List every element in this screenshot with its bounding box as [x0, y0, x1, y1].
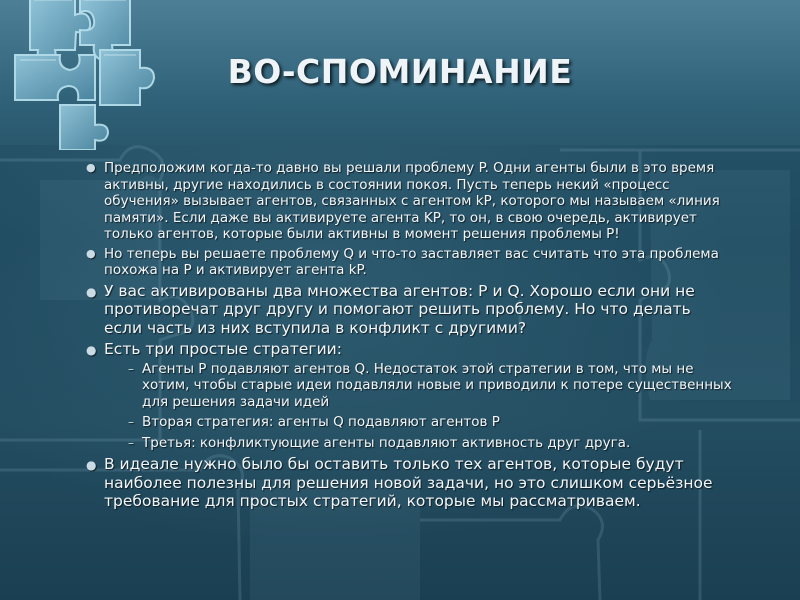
bullet-text: В идеале нужно было бы оставить только тех агентов, которые будут наиболее полезны для решения новой задачи, но это слишком серьёзное требование для простых стратегий, которые мы рассматриваем.: [104, 455, 713, 510]
strategy-list: [104, 361, 732, 452]
strategy-item: [126, 361, 732, 411]
strategy-text: Агенты P подавляют агентов Q. Недостаток этой стратегии в том, что мы не хотим, чтобы старые идеи подавляли новые и приводили к потере существенных для решения задачи идей: [142, 360, 732, 410]
strategy-text: Вторая стратегия: агенты Q подавляют агентов P: [142, 414, 500, 430]
slide-title: ВО-СПОМИНАНИЕ: [227, 52, 573, 91]
bullet-text: У вас активированы два множества агентов: P и Q. Хорошо если они не противоречат друг другу и помогают решить проблему. Но что делать если часть из них вступила в конфликт с другими?: [104, 281, 695, 337]
strategy-text: Третья: конфликтующие агенты подавляют активность друг друга.: [142, 434, 631, 451]
bullet-dot-icon: ●: [86, 246, 96, 260]
bullet-text: Предположим когда-то давно вы решали проблему P. Одни агенты были в это время активны, другие находились в состоянии покоя. Пусть теперь некий «процесс обучения» вызывает агентов, связанных с агентом kP, которого мы называем «линия памяти». Если даже вы активируете агента KP, то он, в свою очередь, активирует только агентов, которые были активны в момент решения проблемы P!: [104, 160, 720, 242]
bullet-item: [82, 282, 732, 338]
bullet-item: [82, 246, 732, 279]
bullet-dot-icon: ●: [86, 343, 97, 357]
bullet-dot-icon: ●: [86, 161, 96, 174]
dash-icon: –: [128, 435, 134, 450]
slide-body: [82, 160, 732, 514]
strategy-item: [126, 435, 732, 452]
bullet-item: [82, 340, 732, 451]
bullet-item: [82, 160, 732, 243]
bullet-text: Есть три простые стратегии:: [104, 340, 342, 358]
bullet-list: [82, 160, 732, 511]
strategy-item: [126, 414, 732, 431]
bullet-dot-icon: ●: [86, 458, 97, 472]
dash-icon: –: [128, 415, 134, 429]
bullet-text: Но теперь вы решаете проблему Q и что-то заставляет вас считать что эта проблема похожа на P и активирует агента kP.: [104, 245, 719, 278]
bullet-dot-icon: ●: [86, 284, 97, 299]
bullet-item: [82, 455, 732, 511]
dash-icon: –: [128, 361, 134, 376]
